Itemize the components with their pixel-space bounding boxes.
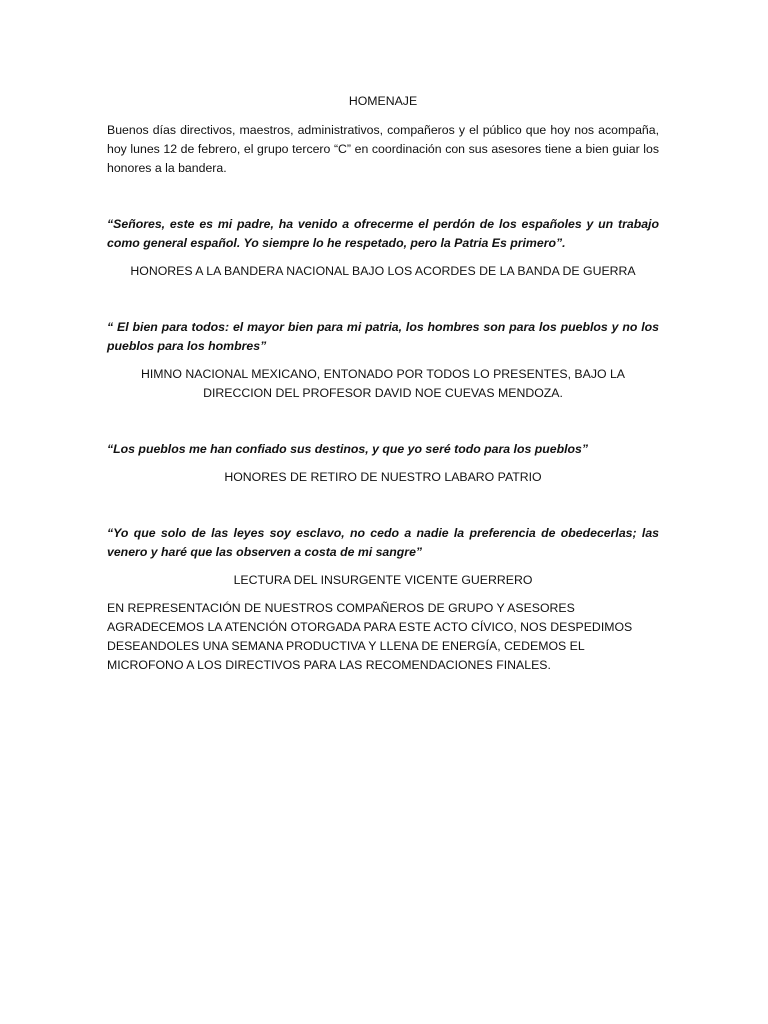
announcement-4: LECTURA DEL INSURGENTE VICENTE GUERRERO — [233, 573, 533, 587]
document-title: HOMENAJE — [348, 94, 418, 108]
announcement-1: HONORES A LA BANDERA NACIONAL BAJO LOS ACORDES DE LA BANDA DE GUERRA — [130, 264, 636, 278]
announcement-3: HONORES DE RETIRO DE NUESTRO LABARO PATRIO — [224, 470, 542, 484]
quote-3: “Los pueblos me han confiado sus destinos, y que yo seré todo para los pueblos” — [107, 442, 589, 456]
document-page — [107, 92, 659, 675]
quote-1: “Señores, este es mi padre, ha venido a ofrecerme el perdón de los españoles y un trabajo como general español. Yo siempre lo he respetado, pero la Patria Es primero”. — [107, 217, 659, 250]
announcement-2: HIMNO NACIONAL MEXICANO, ENTONADO POR TODOS LO PRESENTES, BAJO LA DIRECCION DEL PROFESOR DAVID NOE CUEVAS MENDOZA. — [140, 367, 625, 400]
intro-paragraph: Buenos días directivos, maestros, administrativos, compañeros y el público que hoy nos acompaña, hoy lunes 12 de febrero, el grupo tercero “C” en coordinación con sus asesores tiene a bien guiar los honores a la bandera. — [107, 123, 659, 175]
quote-2: “ El bien para todos: el mayor bien para mi patria, los hombres son para los pueblos y no los pueblos para los hombres” — [107, 320, 659, 353]
closing-paragraph: EN REPRESENTACIÓN DE NUESTROS COMPAÑEROS DE GRUPO Y ASESORES AGRADECEMOS LA ATENCIÓN OTORGADA PARA ESTE ACTO CÍVICO, NOS DESPEDIMOS DESEANDOLES UNA SEMANA PRODUCTIVA Y LLENA DE ENERGÍA, CEDEMOS EL MICROFONO A LOS DIRECTIVOS PARA LAS RECOMENDACIONES FINALES. — [107, 601, 633, 672]
quote-4: “Yo que solo de las leyes soy esclavo, no cedo a nadie la preferencia de obedecerlas; las venero y haré que las observen a costa de mi sangre” — [107, 526, 659, 559]
